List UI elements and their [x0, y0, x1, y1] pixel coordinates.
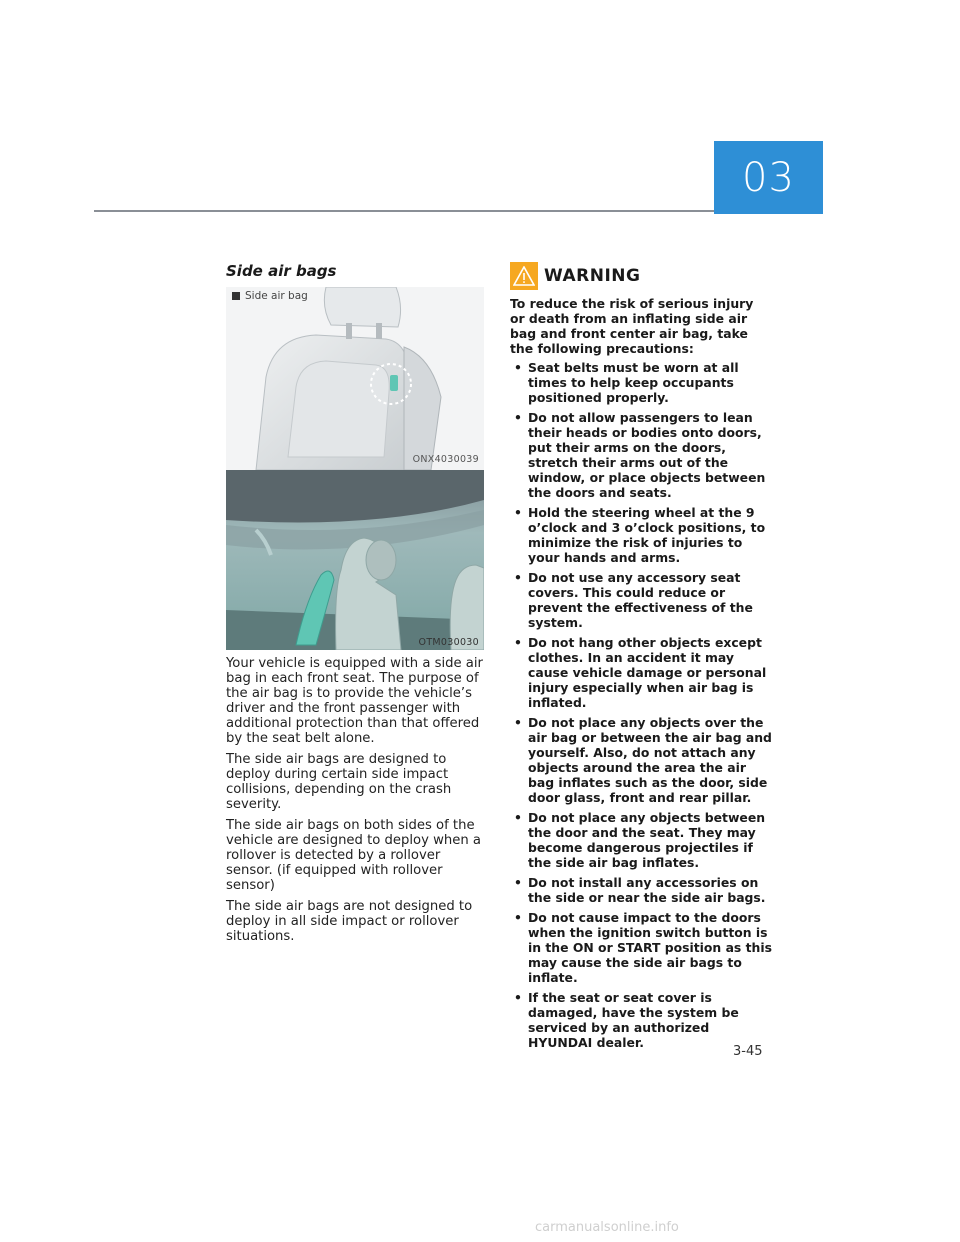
warning-header [510, 262, 772, 290]
body-paragraph: The side air bags are designed to deploy during certain side impact collisions, depending on the crash severity. [226, 752, 452, 812]
list-item: • Do not place any objects over the air bag or between the air bag and yourself. Also, do not attach any objects around the area the air bag inflates such as the door, side door glass, front and rear pillar. [514, 715, 772, 805]
interior-illustration [226, 470, 484, 650]
figure-caption-text: Side air bag [245, 290, 308, 302]
warning-intro: To reduce the risk of serious injury or death from an inflating side air bag and front center air bag, take the following precautions: [510, 296, 754, 356]
side-air-bag-seat-figure [226, 287, 484, 470]
body-text [226, 656, 488, 950]
seat-illustration [226, 287, 484, 470]
chapter-tab: 03 [714, 141, 823, 214]
body-paragraph: Your vehicle is equipped with a side air bag in each front seat. The purpose of the air bag is to provide the vehicle’s driver and the front passenger with additional protection than that offered by the seat belt alone. [226, 656, 483, 746]
caption-square-icon [232, 292, 240, 300]
header-rule [94, 210, 714, 212]
list-item: • Do not use any accessory seat covers. This could reduce or prevent the effectiveness of the system. [514, 570, 753, 630]
section-title: Side air bags [226, 262, 337, 280]
list-item: • Hold the steering wheel at the 9 o’clock and 3 o’clock positions, to minimize the risk of injuries to your hands and arms. [514, 505, 766, 565]
figure-code: ONX4030039 [412, 454, 479, 465]
list-item: • If the seat or seat cover is damaged, have the system be serviced by an authorized HYUNDAI dealer. [514, 990, 739, 1050]
list-item: • Seat belts must be worn at all times to help keep occupants positioned properly. [514, 360, 739, 405]
body-paragraph: The side air bags are not designed to deploy in all side impact or rollover situations. [226, 899, 473, 944]
list-item: • Do not allow passengers to lean their heads or bodies onto doors, put their arms on the doors, stretch their arms out of the window, or place objects between the doors and seats. [514, 410, 766, 500]
list-item: • Do not hang other objects except clothes. In an accident it may cause vehicle damage or personal injury especially when air bag is inflated. [514, 635, 767, 710]
list-item: • Do not place any objects between the door and the seat. They may become dangerous projectiles if the side air bag inflates. [514, 810, 766, 870]
list-item: • Do not cause impact to the doors when the ignition switch button is in the ON or START position as this may cause the side air bags to inflate. [514, 910, 772, 985]
warning-title: WARNING [544, 266, 641, 286]
warning-list [510, 360, 772, 1050]
footer-watermark: carmanualsonline.info [535, 1220, 679, 1235]
deployed-side-air-bag-figure [226, 470, 484, 650]
page-number: 3-45 [733, 1044, 763, 1059]
figure-caption [232, 290, 308, 302]
body-paragraph: The side air bags on both sides of the vehicle are designed to deploy when a rollover is detected by a rollover sensor. (if equipped with rollover sensor) [226, 818, 482, 893]
warning-triangle-icon [510, 262, 538, 290]
warning-box [510, 262, 772, 1055]
figure-code: OTM030030 [418, 637, 479, 648]
list-item: • Do not install any accessories on the side or near the side air bags. [514, 875, 766, 905]
